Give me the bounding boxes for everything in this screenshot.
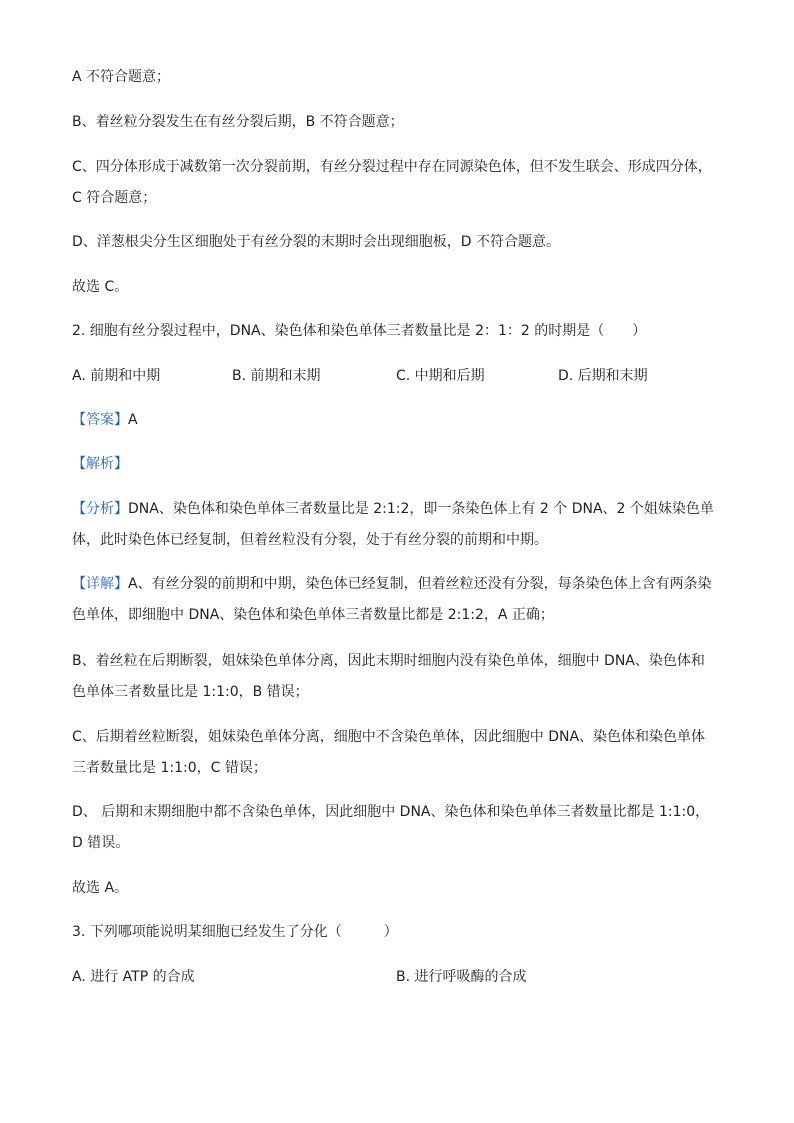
fenxi-text-1: DNA、染色体和染色单体三者数量比是 2:1:2，即一条染色体上有 2 个 DNA、2 个姐妹染色单 [128,501,714,517]
q1-option-c-explanation-line1: C、四分体形成于减数第一次分裂前期，有丝分裂过程中存在同源染色体，但不发生联会、形成四分体， [72,159,712,175]
q2-fenxi-line2: 体，此时染色体已经复制，但着丝粒没有分裂，处于有丝分裂的前期和中期。 [72,532,548,548]
q2-xiangjie-c-line1: C、后期着丝粒断裂，姐妹染色单体分离，细胞中不含染色单体，因此细胞中 DNA、染色体和染色单体 [72,729,706,745]
q1-option-c-explanation-line2: C 符合题意； [72,190,157,206]
q2-option-a: A. 前期和中期 [72,368,161,384]
q3-option-a: A. 进行 ATP 的合成 [72,969,195,985]
fenxi-tag: 【分析】 [72,501,128,517]
q2-stem: 2. 细胞有丝分裂过程中，DNA、染色体和染色单体三者数量比是 2：1：2 的时期是（ ） [72,323,647,339]
q2-xiangjie-a-line1 [72,575,712,593]
analysis-tag: 【解析】 [72,456,128,472]
q2-xiangjie-d-line2: D 错误。 [72,835,130,851]
q2-xiangjie-a-line2: 色单体，即细胞中 DNA、染色体和染色单体三者数量比都是 2:1:2，A 正确； [72,607,554,623]
q2-option-c: C. 中期和后期 [396,368,485,384]
q3-stem: 3. 下列哪项能说明某细胞已经发生了分化（ ） [72,924,398,940]
answer-value: A [128,412,138,428]
q2-option-d: D. 后期和末期 [558,368,648,384]
q2-xiangjie-b-line1: B、着丝粒在后期断裂，姐妹染色单体分离，因此末期时细胞内没有染色单体，细胞中 DNA、染色体和 [72,653,705,669]
xiangjie-tag: 【详解】 [72,576,128,592]
xiangjie-a-text-1: A、有丝分裂的前期和中期，染色体已经复制，但着丝粒还没有分裂，每条染色体上含有两条染 [128,576,712,592]
answer-tag: 【答案】 [72,412,128,428]
q2-analysis-heading [72,455,128,473]
q2-answer [72,411,138,429]
q1-option-a-explanation: A 不符合题意； [72,69,171,85]
q1-option-b-explanation: B、着丝粒分裂发生在有丝分裂后期，B 不符合题意； [72,114,404,130]
q2-option-b: B. 前期和末期 [232,368,321,384]
q2-xiangjie-c-line2: 三者数量比是 1:1:0，C 错误； [72,760,267,776]
q1-option-d-explanation: D、洋葱根尖分生区细胞处于有丝分裂的末期时会出现细胞板，D 不符合题意。 [72,234,561,250]
q2-conclusion: 故选 A。 [72,880,129,896]
q2-xiangjie-d-line1: D、 后期和末期细胞中都不含染色单体，因此细胞中 DNA、染色体和染色单体三者数量比都是 1:1:0， [72,804,710,820]
q3-option-b: B. 进行呼吸酶的合成 [396,969,527,985]
q2-fenxi-line1 [72,500,714,518]
q1-conclusion: 故选 C。 [72,279,129,295]
q2-xiangjie-b-line2: 色单体三者数量比是 1:1:0，B 错误； [72,684,309,700]
